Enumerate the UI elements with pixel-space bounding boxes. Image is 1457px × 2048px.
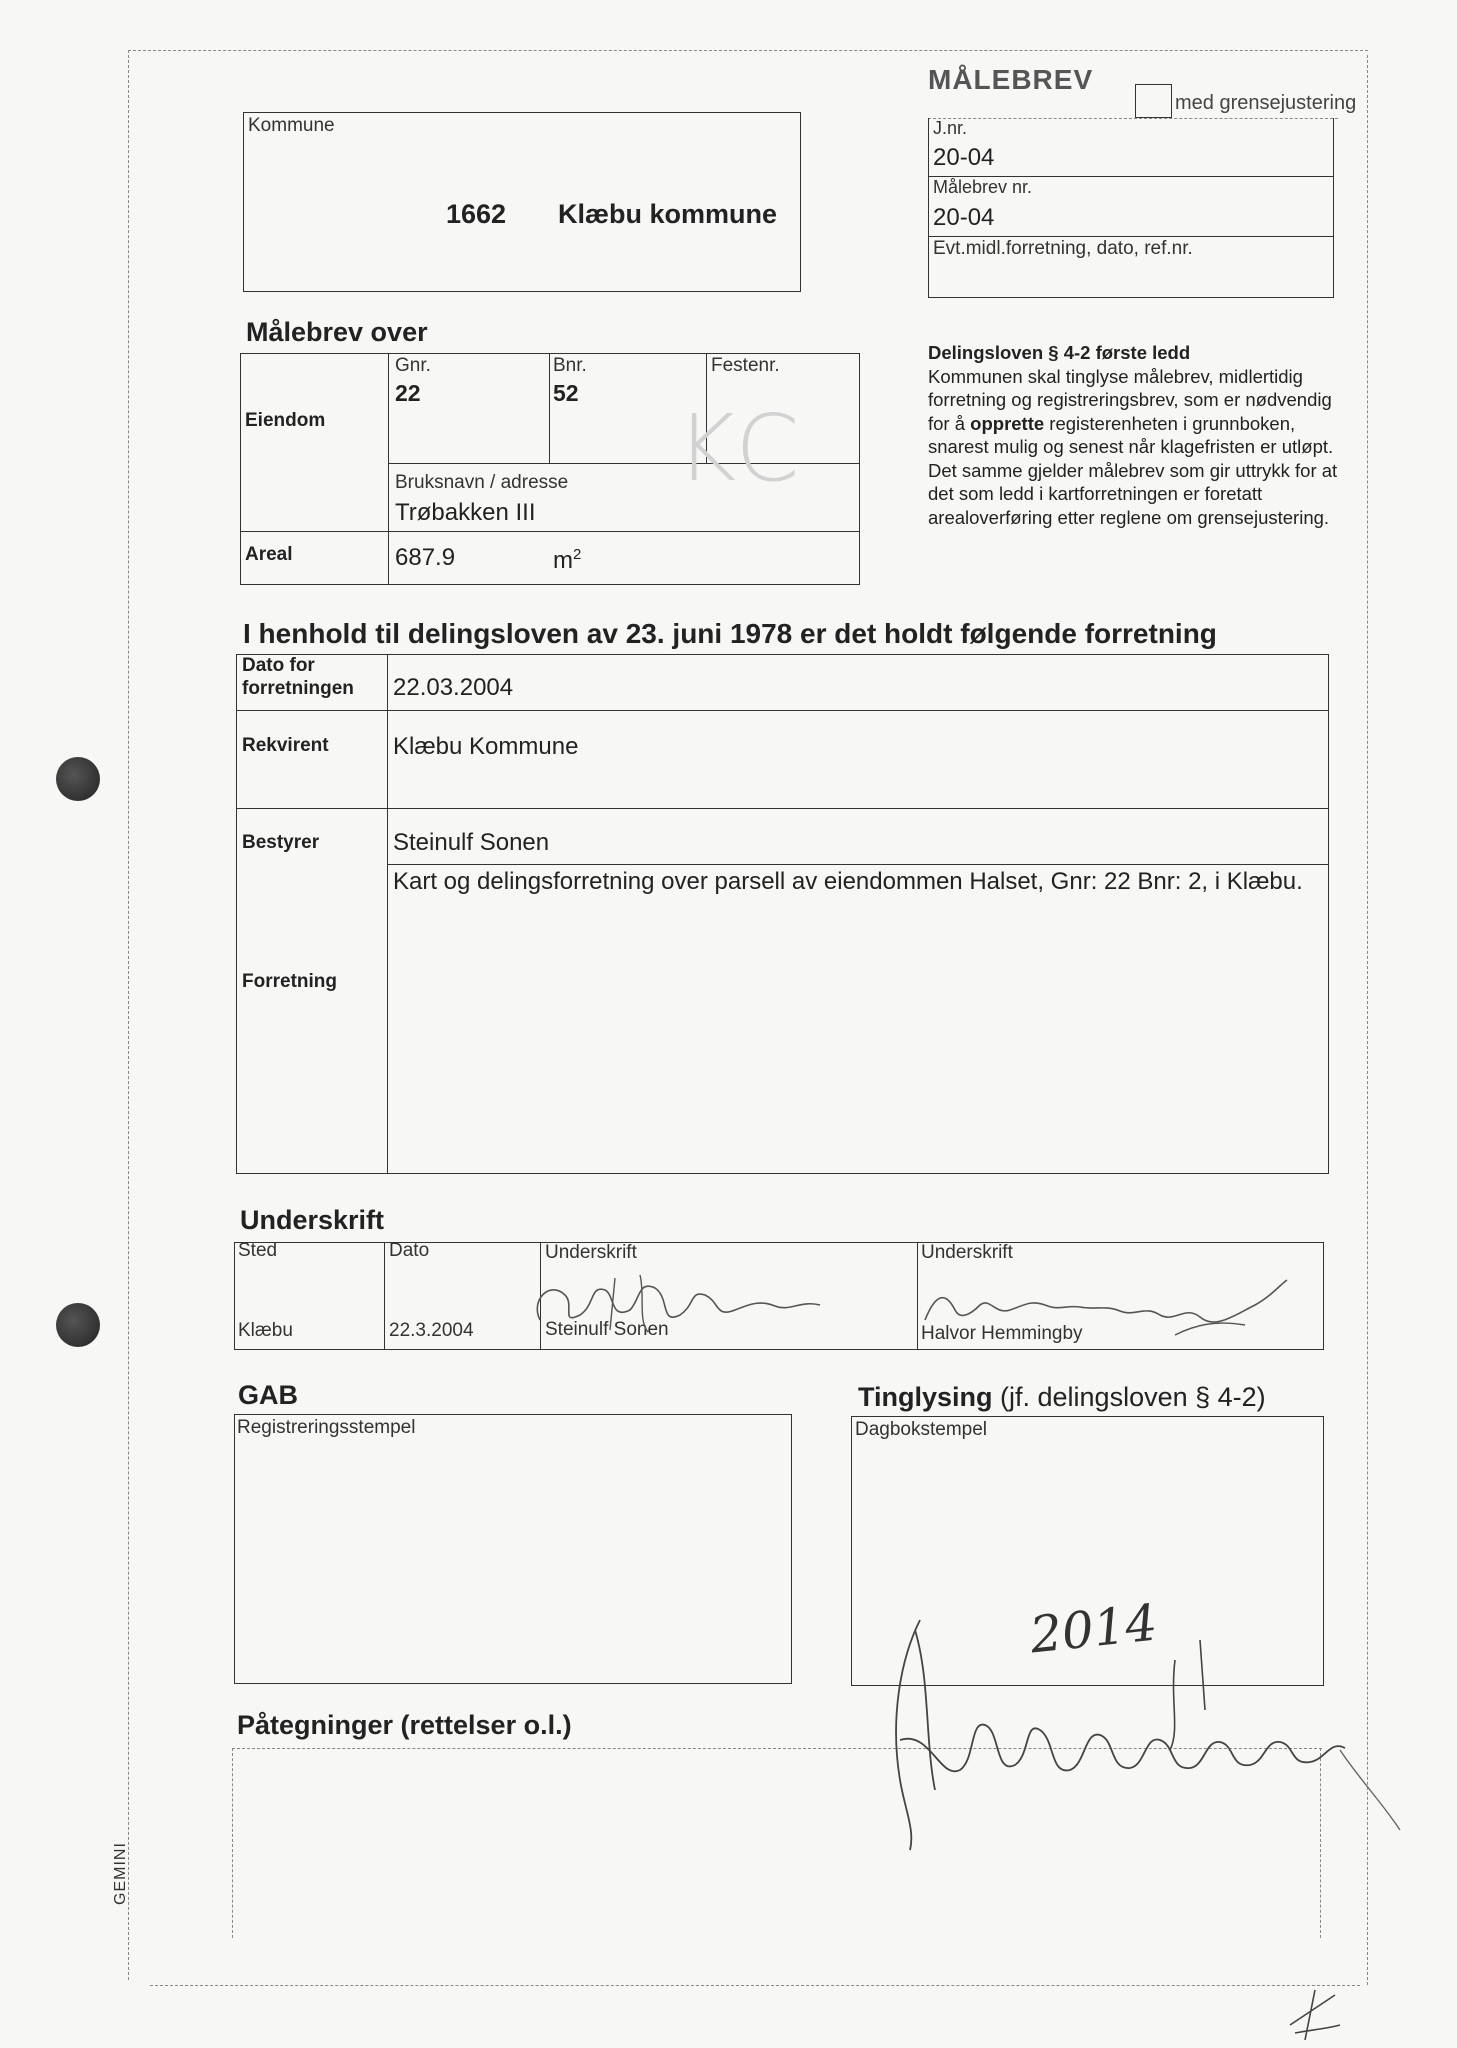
grensejustering-checkbox[interactable] <box>1135 84 1172 118</box>
forretning-box <box>236 654 1329 1174</box>
bestyrer-label: Bestyrer <box>242 832 320 853</box>
header-divider <box>928 118 1338 119</box>
page-edge-top <box>128 50 1368 51</box>
rekvirent-value: Klæbu Kommune <box>393 733 579 760</box>
gnr-value: 22 <box>395 380 421 406</box>
dato-label-line1: Dato for <box>242 655 315 676</box>
gab-box <box>234 1414 792 1684</box>
dato-label-line2: forretningen <box>242 678 354 699</box>
signature-steinulf <box>520 1270 840 1340</box>
pategninger-heading: Påtegninger (rettelser o.l.) <box>237 1710 572 1740</box>
kommune-label: Kommune <box>248 115 335 136</box>
forretning-value: Kart og delingsforretning over parsell av eiendommen Halset, Gnr: 22 Bnr: 2, i Klæbu. <box>393 868 1303 895</box>
delingsloven-title: Delingsloven § 4-2 første ledd <box>928 342 1191 363</box>
areal-label: Areal <box>245 544 293 565</box>
malebrev-nr-divider <box>928 236 1333 237</box>
underskrift-dato-label: Dato <box>389 1240 430 1261</box>
corner-initial-mark <box>1280 1985 1350 2045</box>
grensejustering-label: med grensejustering <box>1175 92 1357 114</box>
underskrift-heading: Underskrift <box>240 1205 385 1235</box>
forretning-heading: I henhold til delingsloven av 23. juni 1978 er det holdt følgende forretning <box>243 618 1217 649</box>
tinglysing-heading: Tinglysing (jf. delingsloven § 4-2) <box>858 1382 1266 1412</box>
dato-row-divider <box>236 710 1329 711</box>
gemini-side-text: GEMINI <box>112 1842 129 1905</box>
delingsloven-text-2: registerenheten i grunnboken, snarest mulig og senest når klagefristen er utløpt. Det samme gjelder målebrev som gir uttrykk for at det som ledd i kartforretningen er foretatt arealoverføring etter reglene om grensejustering. <box>928 412 1338 528</box>
delingsloven-text-1: Kommunen skal tinglyse målebrev, midlertidig forretning og registreringsbrev, som er nødvendig for å <box>928 365 1332 434</box>
dato-value: 22.03.2004 <box>393 674 514 701</box>
gnr-bnr-divider <box>549 353 550 463</box>
bnr-value: 52 <box>553 380 579 406</box>
malebrev-over-heading: Målebrev over <box>246 317 428 347</box>
page-edge-bottom <box>150 1985 1360 1986</box>
handwritten-year: 2014 <box>1027 1593 1160 1665</box>
punch-hole-upper <box>56 757 100 801</box>
bruksnavn-value: Trøbakken III <box>395 499 536 526</box>
malebrev-nr-value: 20-04 <box>933 204 995 231</box>
pategninger-left <box>232 1748 233 1938</box>
evt-midl-label: Evt.midl.forretning, dato, ref.nr. <box>933 238 1193 259</box>
kommune-name: Klæbu kommune <box>558 199 778 229</box>
forretning-col-divider <box>387 654 388 1174</box>
sted-value: Klæbu <box>238 1320 293 1341</box>
signature-halvor <box>915 1275 1295 1345</box>
bestyrer-value: Steinulf Sonen <box>393 829 550 856</box>
jnr-value: 20-04 <box>933 144 995 171</box>
signature-large <box>870 1600 1410 1860</box>
bnr-label: Bnr. <box>553 355 587 376</box>
underskrift-dato-value: 22.3.2004 <box>389 1320 474 1341</box>
festenr-label: Festenr. <box>711 355 780 376</box>
underskrift1-label: Underskrift <box>545 1242 637 1263</box>
punch-hole-lower <box>56 1303 100 1347</box>
underskrift2-label: Underskrift <box>921 1242 1013 1263</box>
header-box-right <box>1333 118 1334 298</box>
kc-stamp: KC <box>676 395 804 502</box>
forretning-label: Forretning <box>242 971 337 992</box>
jnr-label: J.nr. <box>933 118 968 138</box>
page-edge-left <box>128 50 129 1980</box>
gab-heading: GAB <box>238 1380 298 1410</box>
areal-value: 687.9 <box>395 544 456 571</box>
header-box-bottom <box>928 297 1333 298</box>
dagbokstempel-label: Dagbokstempel <box>855 1419 988 1440</box>
sted-dato-divider <box>384 1242 385 1350</box>
kommune-number: 1662 <box>446 199 507 229</box>
bruksnavn-label: Bruksnavn / adresse <box>395 472 569 493</box>
areal-unit: $m^2$ <box>553 546 582 574</box>
delingsloven-text-bold: opprette <box>970 412 1045 434</box>
areal-row-divider <box>240 531 860 532</box>
eiendom-col-divider <box>388 353 389 585</box>
sted-label: Sted <box>238 1240 278 1261</box>
malebrev-nr-label: Målebrev nr. <box>933 177 1033 197</box>
registreringsstempel-label: Registreringsstempel <box>237 1417 416 1438</box>
bestyrer-row-divider <box>387 864 1329 865</box>
eiendom-label: Eiendom <box>245 410 326 431</box>
delingsloven-paragraph <box>928 341 1348 529</box>
rekvirent-label: Rekvirent <box>242 735 329 756</box>
gnr-label: Gnr. <box>395 355 431 376</box>
malebrev-title: MÅLEBREV <box>928 64 1094 95</box>
header-box-left <box>928 118 929 298</box>
rekvirent-row-divider <box>236 808 1329 809</box>
underskrift1-name: Steinulf Sonen <box>545 1319 669 1340</box>
underskrift2-name: Halvor Hemmingby <box>921 1323 1083 1344</box>
